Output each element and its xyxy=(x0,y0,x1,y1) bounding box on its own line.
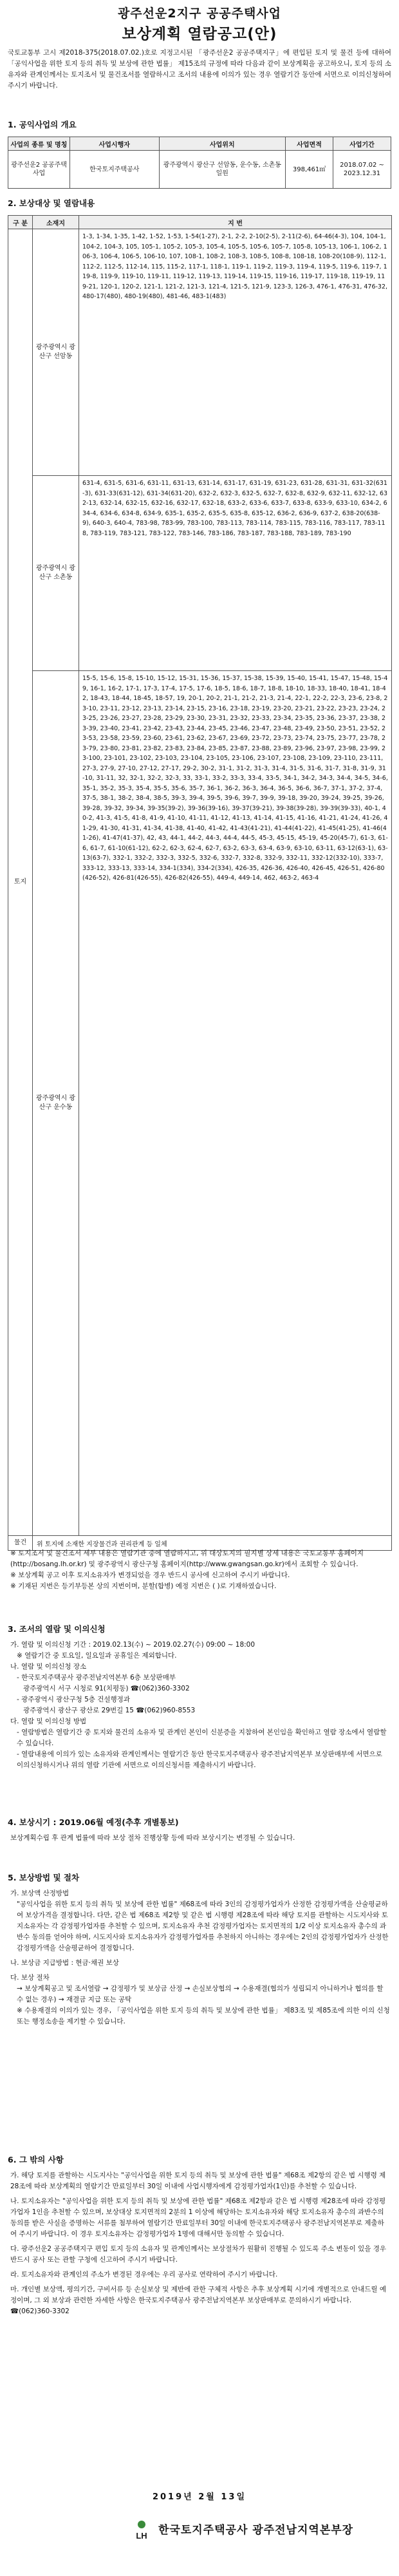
project-period-cell: 2018.07.02 ~ 2023.12.31 xyxy=(333,151,391,189)
section-4-body: 보상계획수립 후 관계 법률에 따라 보상 절차 진행상황 등에 따라 보상시기는 변경될 수 있습니다. xyxy=(10,1834,295,1842)
notice-date: 2019년 2월 13일 xyxy=(152,2492,247,2502)
section-3-item: - 한국토지주택공사 광주전남지역본부 6층 보상판매부 xyxy=(17,1674,176,1681)
project-name-cell: 광주선운2 공공주택사업 xyxy=(8,151,70,189)
project-location-cell: 광주광역시 광산구 선암동, 운수동, 소촌동 일원 xyxy=(159,151,286,189)
section-3-item: - 광주광역시 광산구청 5층 건설행정과 xyxy=(17,1696,130,1703)
section-3-item: 다. 열람 및 이의신청 방법 xyxy=(10,1718,87,1725)
table-note: ※ 토지조서 및 물건조서 세부 내용은 열람기관 중에 열람하시고, 위 대상토지의 필지별 상세 내용은 국토교통부 홈페이지(http://bosang.lh.or.kr) 및 광주광역시 광산구청 홈페이지(http://www.gwangsan.go.kr)에서 조회할 수 있습니다. xyxy=(10,1549,364,1568)
lh-logo-circle xyxy=(138,2521,145,2528)
section-3-body xyxy=(10,1640,390,1771)
location-cell: 광주광역시 광산구 선암동 xyxy=(33,229,79,476)
section-6-item: 나. 토지소유자는 "공익사업을 위한 토지 등의 취득 및 보상에 관한 법률" 제68조 제2항과 같은 법 시행령 제28조에 따라 감정평가업자 1인을 추천할 수 있으며, 보상대상 토지면적의 2분의 1 이상에 해당하는 토지소유자와 해당 토지소유자 총수의 과반수의 동의를 받은 사실을 증명하는 서류를 첨부하여 열람기간 만료일부터 30일 이내에 한국토지주택공사 광주전남지역본부로 제출하여 주시기 바랍니다. 이 경우 토지소유자는 감정평가업자 1명에 대해서만 동의할 수 있습니다. xyxy=(10,2197,386,2238)
lot-numbers-cell: 1-3, 1-34, 1-35, 1-42, 1-52, 1-53, 1-54(1-27), 2-1, 2-2, 2-10(2-5), 2-11(2-6), 64-46(4-3), 104, 104-1, 104-2, 104-3, 105, 105-1, 105-2, 105-3, 105-4, 105-5, 105-6, 105-7, 105-8, 105-13, 106-1, 106-2, 106-3, 106-4, 106-5, 106-10, 107, 108-1, 108-2, 108-3, 108-5, 108-8, 108-18, 108-20(108-9), 112-1, 112-2, 112-5, 112-14, 115, 115-2, 117-1, 118-1, 119-1, 119-2, 119-3, 119-4, 119-5, 119-6, 119-7, 119-8, 119-9, 119-10, 119-11, 119-12, 119-13, 119-14, 119-15, 119-16, 119-17, 119-18, 119-19, 119-21, 120-1, 120-2, 121-1, 121-2, 121-3, 121-4, 121-5, 121-9, 123-3, 126-3, 476-1, 476-31, 476-32, 480-17(480), 480-19(480), 481-46, 483-1(483) xyxy=(79,229,392,476)
compensation-target-table xyxy=(8,215,392,1551)
section-3-item: - 열람내용에 이의가 있는 소유자와 관계인께서는 열람기간 동안 한국토지주택공사 광주전남지역본부 보상판매부에 서면으로 이의신청하시거나 위의 열람 기관에 서면으로 이의신청서를 제출하시기 바랍니다. xyxy=(17,1750,382,1769)
project-operator-cell: 한국토지주택공사 xyxy=(70,151,160,189)
section-1-heading: 1. 공익사업의 개요 xyxy=(8,120,77,129)
table-header-cell: 구 분 xyxy=(8,216,33,229)
section-5-item: ※ 수용재결의 이의가 있는 경우, 「공익사업을 위한 토지 등의 취득 및 보상에 관한 법률」 제83조 및 제85조에 의한 이의 신청 또는 행정소송을 제기할 수 있습니다. xyxy=(17,2007,390,2025)
project-area-cell: 398,461㎡ xyxy=(286,151,333,189)
section-3-item: 나. 열람 및 이의신청 장소 xyxy=(10,1663,87,1671)
section-6-body xyxy=(10,2170,390,2317)
section-4-heading: 4. 보상시기 : 2019.06월 예정(추후 개별통보) xyxy=(8,1817,179,1827)
goods-category-cell: 물건 xyxy=(8,1536,33,1551)
lh-logo-text: LH xyxy=(136,2531,147,2541)
table-row xyxy=(8,229,392,476)
notice-title: 보상계획 열람공고(안) xyxy=(122,26,277,43)
lot-numbers-cell: 15-5, 15-6, 15-8, 15-10, 15-12, 15-31, 15-36, 15-37, 15-38, 15-39, 15-40, 15-41, 15-47, 15-48, 15-49, 16-1, 16-2, 17-1, 17-3, 17-4, 17-5, 17-6, 18-5, 18-6, 18-7, 18-8, 18-10, 18-33, 18-40, 18-41, 18-42, 18-43, 18-44, 18-45, 18-57, 19, 20-1, 20-2, 21-1, 21-2, 21-3, 21-4, 22-1, 22-2, 22-3, 23-6, 23-8, 23-10, 23-11, 23-12, 23-13, 23-14, 23-15, 23-16, 23-18, 23-19, 23-20, 23-21, 23-22, 23-23, 23-24, 23-25, 23-26, 23-27, 23-28, 23-29, 23-30, 23-31, 23-32, 23-33, 23-34, 23-35, 23-36, 23-37, 23-38, 23-39, 23-40, 23-41, 23-42, 23-43, 23-44, 23-45, 23-46, 23-47, 23-48, 23-49, 23-50, 23-51, 23-52, 23-53, 23-58, 23-59, 23-60, 23-61, 23-62, 23-67, 23-69, 23-72, 23-73, 23-74, 23-75, 23-77, 23-78, 23-79, 23-80, 23-81, 23-82, 23-83, 23-84, 23-85, 23-87, 23-88, 23-89, 23-96, 23-97, 23-98, 23-99, 23-100, 23-101, 23-102, 23-103, 23-104, 23-105, 23-106, 23-107, 23-108, 23-109, 23-110, 23-111, 27-3, 27-9, 27-10, 27-12, 27-17, 29-2, 30-2, 31-1, 31-2, 31-3, 31-4, 31-5, 31-6, 31-7, 31-8, 31-9, 31-10, 31-11, 32, 32-1, 32-2, 32-3, 33, 33-1, 33-2, 33-3, 33-4, 33-5, 34-1, 34-2, 34-3, 34-4, 34-5, 34-6, 35-1, 35-2, 35-3, 35-4, 35-5, 35-6, 35-7, 36-1, 36-2, 36-3, 36-4, 36-5, 36-6, 36-7, 37-1, 37-2, 37-4, 37-5, 38-1, 38-2, 38-4, 38-5, 39-3, 39-4, 39-5, 39-6, 39-7, 39-9, 39-18, 39-20, 39-24, 39-25, 39-26, 39-28, 39-32, 39-34, 39-35(39-2), 39-36(39-16), 39-37(39-21), 39-38(39-28), 39-39(39-33), 40-1, 40-2, 41-3, 41-5, 41-8, 41-9, 41-10, 41-11, 41-12, 41-13, 41-14, 41-15, 41-16, 41-21, 41-24, 41-26, 41-29, 41-30, 41-31, 41-34, 41-38, 41-40, 41-42, 41-43(41-21), 41-44(41-22), 41-45(41-25), 41-46(41-26), 41-47(41-37), 42, 43, 44-1, 44-2, 44-3, 44-4, 44-5, 45-3, 45-15, 45-19, 45-20(45-7), 61-3, 61-6, 61-7, 61-10(61-12), 62-2, 62-3, 62-4, 62-7, 63-2, 63-3, 63-4, 63-9, 63-10, 63-11, 63-12(63-1), 63-13(63-7), 332-1, 332-2, 332-3, 332-5, 332-6, 332-7, 332-8, 332-9, 332-11, 332-12(332-10), 333-7, 333-12, 333-13, 333-14, 334-1(334), 334-2(334), 426-35, 426-36, 426-40, 426-45, 426-51, 426-80(426-52), 426-81(426-55), 426-82(426-55), 449-4, 449-14, 462, 463-2, 463-4 xyxy=(79,671,392,1536)
section-5-item: 다. 보상 절차 xyxy=(10,1974,50,1982)
section-3-item: ※ 열람기간 중 토요일, 일요일과 공휴일은 제외합니다. xyxy=(17,1652,177,1660)
intro-paragraph: 국토교통부 고시 제2018-375(2018.07.02.)호로 지정고시된 「광주선운2 공공주택지구」에 편입된 토지 및 물건 등에 대하여 「공익사업을 위한 토지 등의 취득 및 보상에 관한 법률」 제15조의 규정에 따라 다음과 같이 보상계획을 공고하오니, 토지 등의 소유자와 관계인께서는 토지조서 및 물건조서를 열람하시고 조서의 내용에 이의가 있는 경우 열람기간 동안에 서면으로 이의신청하여 주시기 바랍니다. xyxy=(8,49,391,90)
section-3-item: 광주광역시 광산구 광산로 29번길 15 ☎(062)960-8553 xyxy=(23,1707,196,1714)
section-5-body xyxy=(10,1888,390,2027)
lh-logo-icon xyxy=(129,2515,154,2541)
section-6-item: 라. 토지소유자와 관계인의 주소가 변경된 경우에는 우리 공사로 연락하여 주시기 바랍니다. xyxy=(10,2271,278,2278)
section-5-item: 가. 보상액 산정방법 xyxy=(10,1889,70,1897)
section-3-heading: 3. 조서의 열람 및 이의신청 xyxy=(8,1624,106,1634)
section-6-heading: 6. 그 밖의 사항 xyxy=(8,2155,64,2164)
table-note: ※ 보상계획 공고 이후 토지소유자가 변경되었을 경우 반드시 공사에 신고하여 주시기 바랍니다. xyxy=(10,1571,290,1579)
lot-numbers-cell: 631-4, 631-5, 631-6, 631-11, 631-13, 631-14, 631-17, 631-19, 631-23, 631-28, 631-31, 631-32(631-3), 631-33(631-12), 631-34(631-20), 632-2, 632-3, 632-5, 632-7, 632-8, 632-9, 632-11, 632-12, 632-13, 632-14, 632-15, 632-16, 632-17, 632-18, 633-2, 633-6, 633-7, 633-8, 633-9, 633-10, 634-2, 634-4, 634-6, 634-8, 634-9, 635-1, 635-2, 635-5, 635-8, 635-12, 636-2, 636-9, 637-2, 638-20(638-9), 640-3, 640-4, 783-98, 783-99, 783-100, 783-113, 783-114, 783-115, 783-116, 783-117, 783-118, 783-119, 783-121, 783-122, 783-146, 783-186, 783-187, 783-188, 783-189, 783-190 xyxy=(79,476,392,671)
table-row xyxy=(8,151,391,189)
table-header-cell: 사업면적 xyxy=(286,137,333,151)
table-header-row xyxy=(8,216,392,229)
table-notes xyxy=(10,1548,390,1592)
section-6-item: 가. 해당 토지를 관할하는 시도지사는 "공익사업을 위한 토지 등의 취득 및 보상에 관한 법률" 제68조 제2항의 같은 법 시행령 제28조에 따라 보상계획의 열람기간 만료일부터 30일 이내에 사업시행자에게 감정평가업자(1인)를 추천할 수 있습니다. xyxy=(10,2172,386,2190)
table-header-cell: 지 번 xyxy=(79,216,392,229)
table-header-cell: 사업기간 xyxy=(333,137,391,151)
section-6-item: 다. 광주선운2 공공주택지구 편입 토지 등의 소유자 및 관계인께서는 보상절차가 원활히 진행될 수 있도록 주소 변동이 있을 경우 반드시 공사 또는 관할 구청에 신고하여 주시기 바랍니다. xyxy=(10,2245,387,2264)
section-3-item: 가. 열람 및 이의신청 기간 : 2019.02.13(수) ~ 2019.02.27(수) 09:00 ~ 18:00 xyxy=(10,1641,255,1649)
section-3-item: 광주광역시 서구 시청로 91(치평동) ☎(062)360-3302 xyxy=(23,1685,190,1692)
section-5-item: 나. 보상금 지급방법 : 현금·채권 보상 xyxy=(10,1959,119,1967)
section-5-heading: 5. 보상방법 및 절차 xyxy=(8,1873,80,1882)
table-note: ※ 기재된 지번은 등기부등본 상의 지번이며, 분할(합병) 예정 지번은 ( )로 기재하였습니다. xyxy=(10,1582,277,1590)
table-header-cell: 사업의 종류 및 명칭 xyxy=(8,137,70,151)
table-header-row xyxy=(8,137,391,151)
organization-name: 한국토지주택공사 광주전남지역본부장 xyxy=(158,2524,354,2537)
section-2-heading: 2. 보상대상 및 열람내용 xyxy=(8,198,95,208)
section-5-item: → 보상계획공고 및 조서열람 → 감정평가 및 보상금 산정 → 손실보상협의 → 수용재결(협의가 성립되지 아니하거나 협의를 할 수 없는 경우) → 재결금 지급 또는 공탁 xyxy=(17,1985,384,2003)
project-overview-table xyxy=(8,137,391,189)
table-row xyxy=(8,476,392,671)
land-category-cell: 토지 xyxy=(8,229,33,1536)
section-6-item: 마. 개인별 보상액, 평의기간, 구비서류 등 손실보상 및 제반에 관한 구체적 사항은 추후 보상계획 시기에 개별적으로 안내드릴 예정이며, 그 외 보상과 관련한 자세한 사항은 한국토지주택공사 광주전남지역본부 보상판매부로 문의하시기 바랍니다. ☎(062)360-3302 xyxy=(10,2286,387,2315)
table-row xyxy=(8,671,392,1536)
goods-note-cell: 위 토지에 소재한 지장물건과 권리관계 등 일체 xyxy=(33,1536,392,1551)
table-header-cell: 소재지 xyxy=(33,216,79,229)
table-header-cell: 사업시행자 xyxy=(70,137,160,151)
notice-subtitle: 광주선운2지구 공공주택사업 xyxy=(117,6,282,21)
table-header-cell: 사업위치 xyxy=(159,137,286,151)
section-5-item: "공익사업을 위한 토지 등의 취득 및 보상에 관한 법률" 제68조에 따라 3인의 감정평가업자가 산정한 감정평가액을 산술평균하여 보상가격을 결정합니다. 다만, 같은 법 제68조 제2항 및 같은 법 시행령 제28조에 따라 해당 토지를 관할하는 시도지사와 토지소유자는 각 감정평가업자를 추천할 수 있으며, 토지소유자 추천 감정평가업자는 토지면적의 1/2 이상 토지소유자 총수의 과반수 동의를 얻어야 하며, 시도지사와 토지소유자가 감정평가업자를 추천하지 아니하는 경우에는 2인의 감정평가업자가 산정한 감정평가액을 산술평균하여 결정합니다. xyxy=(17,1900,389,1952)
section-3-item: - 열람방법은 열람기간 중 토지와 물건의 소유자 및 관계인 본인이 신분증을 지참하여 본인임을 확인하고 열람 장소에서 열람할 수 있습니다. xyxy=(17,1728,387,1747)
location-cell: 광주광역시 광산구 소촌동 xyxy=(33,476,79,671)
location-cell: 광주광역시 광산구 운수동 xyxy=(33,671,79,1536)
